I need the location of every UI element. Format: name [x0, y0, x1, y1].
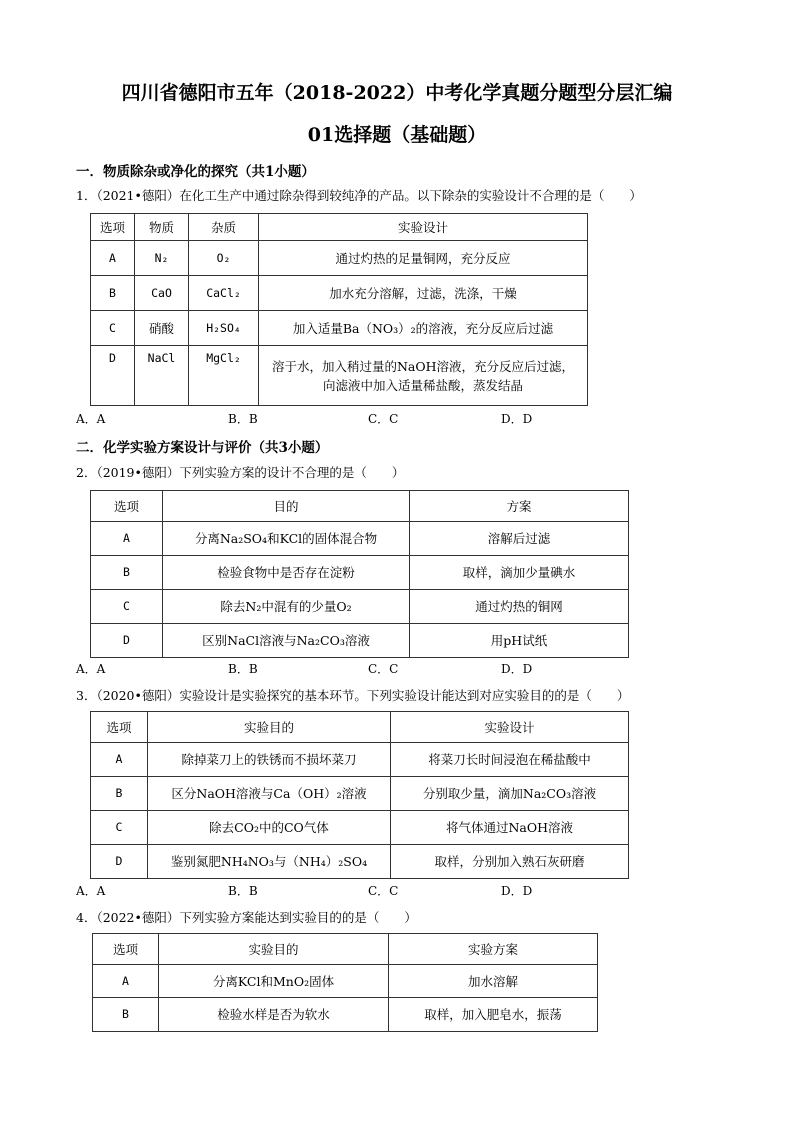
question-1-text: 1．（2021•德阳）在化工生产中通过除杂得到较纯净的产品。以下除杂的实验设计不合理的是（ ） — [76, 188, 642, 203]
table-row — [91, 743, 629, 777]
table-row — [91, 346, 588, 406]
plan-cell: 分别取少量，滴加Na₂CO₃溶液 — [391, 777, 629, 811]
impurity-cell: MgCl₂ — [189, 346, 259, 406]
goal-cell: 区别NaCl溶液与Na₂CO₃溶液 — [163, 624, 410, 658]
table-header: 实验目的 — [159, 934, 389, 965]
option-b[interactable]: B．B — [228, 884, 258, 898]
option-cell: A — [91, 743, 148, 777]
option-b[interactable]: B．B — [228, 662, 258, 676]
question-4-table — [92, 933, 598, 1032]
impurity-cell: CaCl₂ — [189, 276, 259, 311]
substance-cell: N₂ — [135, 241, 189, 276]
goal-cell: 检验水样是否为软水 — [159, 998, 389, 1032]
option-cell: B — [91, 777, 148, 811]
option-b[interactable]: B．B — [228, 412, 258, 426]
design-cell: 加入适量Ba（NO₃）₂的溶液，充分反应后过滤 — [259, 311, 588, 346]
plan-cell: 取样，加入肥皂水，振荡 — [389, 998, 598, 1032]
option-cell: C — [91, 590, 163, 624]
table-row — [93, 965, 598, 998]
goal-cell: 除掉菜刀上的铁锈而不损坏菜刀 — [148, 743, 391, 777]
question-1-options — [76, 410, 676, 426]
table-header: 方案 — [410, 491, 629, 522]
goal-cell: 分离KCl和MnO₂固体 — [159, 965, 389, 998]
goal-cell: 分离Na₂SO₄和KCl的固体混合物 — [163, 522, 410, 556]
plan-cell: 通过灼热的铜网 — [410, 590, 629, 624]
option-cell: C — [91, 811, 148, 845]
table-row — [91, 590, 629, 624]
plan-cell: 将气体通过NaOH溶液 — [391, 811, 629, 845]
question-2-options — [76, 660, 676, 676]
table-row — [93, 998, 598, 1032]
table-row — [91, 811, 629, 845]
table-header: 选项 — [91, 214, 135, 241]
table-row — [91, 241, 588, 276]
table-row — [91, 777, 629, 811]
document-title: 四川省德阳市五年（2018-2022）中考化学真题分题型分层汇编 — [121, 82, 673, 104]
question-3-table — [90, 711, 629, 879]
table-row — [91, 845, 629, 879]
substance-cell: 硝酸 — [135, 311, 189, 346]
table-row — [91, 624, 629, 658]
plan-cell: 加水溶解 — [389, 965, 598, 998]
table-header: 选项 — [93, 934, 159, 965]
question-4-text: 4．（2022•德阳）下列实验方案能达到实验目的的是（ ） — [76, 910, 417, 925]
plan-cell: 用pH试纸 — [410, 624, 629, 658]
section-heading-2: 二．化学实验方案设计与评价（共3小题） — [76, 440, 329, 456]
option-a[interactable]: A．A — [76, 662, 106, 676]
option-c[interactable]: C．C — [368, 884, 399, 898]
goal-cell: 除去N₂中混有的少量O₂ — [163, 590, 410, 624]
design-line-1: 溶于水，加入稍过量的NaOH溶液，充分反应后过滤， — [271, 358, 575, 374]
option-cell: D — [91, 346, 135, 406]
table-header: 选项 — [91, 491, 163, 522]
table-row — [91, 276, 588, 311]
design-line-2: 向滤液中加入适量稀盐酸，蒸发结晶 — [322, 377, 523, 393]
option-cell: B — [91, 556, 163, 590]
plan-cell: 溶解后过滤 — [410, 522, 629, 556]
option-c[interactable]: C．C — [368, 662, 399, 676]
option-cell: B — [93, 998, 159, 1032]
option-cell: A — [91, 522, 163, 556]
table-header: 物质 — [135, 214, 189, 241]
goal-cell: 除去CO₂中的CO气体 — [148, 811, 391, 845]
goal-cell: 区分NaOH溶液与Ca（OH）₂溶液 — [148, 777, 391, 811]
option-cell: A — [91, 241, 135, 276]
goal-cell: 鉴别氮肥NH₄NO₃与（NH₄）₂SO₄ — [148, 845, 391, 879]
design-cell — [259, 346, 588, 406]
option-cell: A — [93, 965, 159, 998]
section-heading-1: 一．物质除杂或净化的探究（共1小题） — [76, 164, 315, 180]
option-c[interactable]: C．C — [368, 412, 399, 426]
goal-cell: 检验食物中是否存在淀粉 — [163, 556, 410, 590]
impurity-cell: H₂SO₄ — [189, 311, 259, 346]
question-3-text: 3．（2020•德阳）实验设计是实验探究的基本环节。下列实验设计能达到对应实验目的的是（ ） — [76, 688, 630, 703]
plan-cell: 取样，分别加入熟石灰研磨 — [391, 845, 629, 879]
table-header: 目的 — [163, 491, 410, 522]
plan-cell: 取样，滴加少量碘水 — [410, 556, 629, 590]
table-header: 实验方案 — [389, 934, 598, 965]
design-cell: 加水充分溶解，过滤，洗涤，干燥 — [259, 276, 588, 311]
impurity-cell: O₂ — [189, 241, 259, 276]
option-a[interactable]: A．A — [76, 412, 106, 426]
option-cell: D — [91, 624, 163, 658]
plan-cell: 将菜刀长时间浸泡在稀盐酸中 — [391, 743, 629, 777]
table-header: 实验设计 — [259, 214, 588, 241]
question-3-options — [76, 882, 676, 898]
question-2-table — [90, 490, 629, 658]
option-d[interactable]: D．D — [501, 884, 533, 898]
option-cell: C — [91, 311, 135, 346]
option-cell: B — [91, 276, 135, 311]
question-1-table — [90, 213, 588, 406]
table-row — [91, 311, 588, 346]
document-subtitle: 01选择题（基础题） — [307, 124, 487, 146]
design-cell: 通过灼热的足量铜网，充分反应 — [259, 241, 588, 276]
substance-cell: NaCl — [135, 346, 189, 406]
option-d[interactable]: D．D — [501, 412, 533, 426]
table-header: 实验设计 — [391, 712, 629, 743]
option-d[interactable]: D．D — [501, 662, 533, 676]
substance-cell: CaO — [135, 276, 189, 311]
table-row — [91, 522, 629, 556]
table-header: 实验目的 — [148, 712, 391, 743]
table-row — [91, 556, 629, 590]
table-header: 选项 — [91, 712, 148, 743]
option-cell: D — [91, 845, 148, 879]
option-a[interactable]: A．A — [76, 884, 106, 898]
table-header: 杂质 — [189, 214, 259, 241]
question-2-text: 2．（2019•德阳）下列实验方案的设计不合理的是（ ） — [76, 465, 405, 480]
